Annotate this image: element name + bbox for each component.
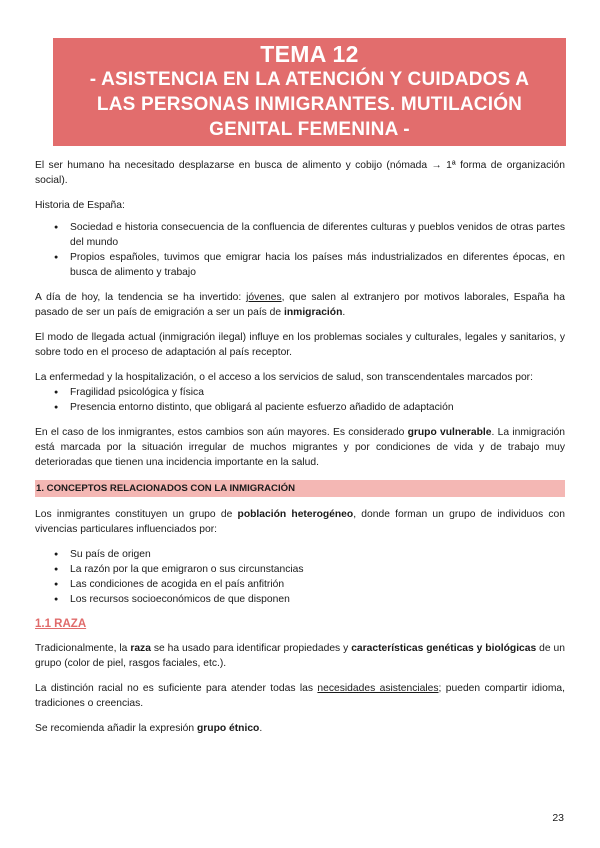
list-item: ● Propios españoles, tuvimos que emigrar hacia los países más industrializados en diferentes épocas, en busca de alimento y trabajo bbox=[70, 250, 565, 280]
subsection-heading: 1.1 RAZA bbox=[35, 618, 87, 630]
list-item: ● Presencia entorno distinto, que obligará al paciente esfuerzo añadido de adaptación bbox=[70, 400, 565, 415]
section1-list bbox=[35, 547, 565, 607]
title-banner bbox=[53, 38, 566, 146]
list-item: ● Los recursos socioeconómicos de que disponen bbox=[70, 592, 565, 607]
ethnic-group-paragraph: Se recomienda añadir la expresión grupo étnico. bbox=[35, 723, 263, 734]
intro-paragraph: El ser humano ha necesitado desplazarse en busca de alimento y cobijo (nómada → 1ª forma de organización social). bbox=[35, 160, 565, 186]
bold-term: grupo vulnerable bbox=[407, 427, 492, 438]
bold-term: población heterogéneo bbox=[237, 509, 354, 520]
illness-list bbox=[35, 385, 565, 415]
vulnerable-paragraph: En el caso de los inmigrantes, estos cambios son aún mayores. Es considerado grupo vulnerable. La inmigración está marcada por la situación irregular de muchos migrantes y por condiciones de vida y de trabajo muy deterioradas que tienen una incidencia importante en la salud. bbox=[35, 427, 565, 468]
distinction-paragraph: La distinción racial no es suficiente para atender todas las necesidades asistenciales; pueden compartir idioma, tradiciones o creencias. bbox=[35, 683, 565, 709]
page-title: TEMA 12 bbox=[260, 41, 359, 67]
section-heading: 1. CONCEPTOS RELACIONADOS CON LA INMIGRACIÓN bbox=[35, 480, 565, 497]
bold-term: características genéticas y biológicas bbox=[351, 643, 537, 654]
section1-paragraph: Los inmigrantes constituyen un grupo de población heterogéneo, donde forman un grupo de individuos con vivencias particulares influenciados por: bbox=[35, 509, 565, 535]
list-item: ● Sociedad e historia consecuencia de la confluencia de diferentes culturas y pueblos venidos de otras partes del mundo bbox=[70, 220, 565, 250]
race-paragraph: Tradicionalmente, la raza se ha usado para identificar propiedades y características genéticas y biológicas de un grupo (color de piel, rasgos faciales, etc.). bbox=[35, 643, 565, 669]
bold-term: raza bbox=[130, 643, 151, 654]
trend-paragraph: A día de hoy, la tendencia se ha invertido: jóvenes, que salen al extranjero por motivos laborales, España ha pasado de ser un país de emigración a ser un país de inmigración. bbox=[35, 292, 566, 318]
bold-term: grupo étnico bbox=[197, 723, 260, 734]
history-label: Historia de España: bbox=[35, 200, 125, 211]
list-item: ● La razón por la que emigraron o sus circunstancias bbox=[70, 562, 565, 577]
underlined-term: necesidades asistenciales bbox=[317, 683, 439, 694]
arrival-paragraph: El modo de llegada actual (inmigración ilegal) influye en los problemas sociales y culturales, legales y sanitarios, y sobre todo en el proceso de adaptación al país receptor. bbox=[35, 332, 565, 358]
underlined-term: jóvenes bbox=[246, 292, 282, 303]
list-item: ● Fragilidad psicológica y física bbox=[70, 385, 565, 400]
page-number: 23 bbox=[552, 812, 564, 824]
bold-term: inmigración bbox=[284, 307, 343, 318]
history-list bbox=[35, 220, 565, 280]
list-item: ● Su país de origen bbox=[70, 547, 565, 562]
list-item: ● Las condiciones de acogida en el país anfitrión bbox=[70, 577, 565, 592]
illness-paragraph: La enfermedad y la hospitalización, o el acceso a los servicios de salud, son transcendentales marcados por: bbox=[35, 372, 533, 383]
document-body bbox=[35, 158, 565, 746]
page-subtitle: - ASISTENCIA EN LA ATENCIÓN Y CUIDADOS A LAS PERSONAS INMIGRANTES. MUTILACIÓN GENITAL FEMENINA - bbox=[89, 69, 530, 140]
